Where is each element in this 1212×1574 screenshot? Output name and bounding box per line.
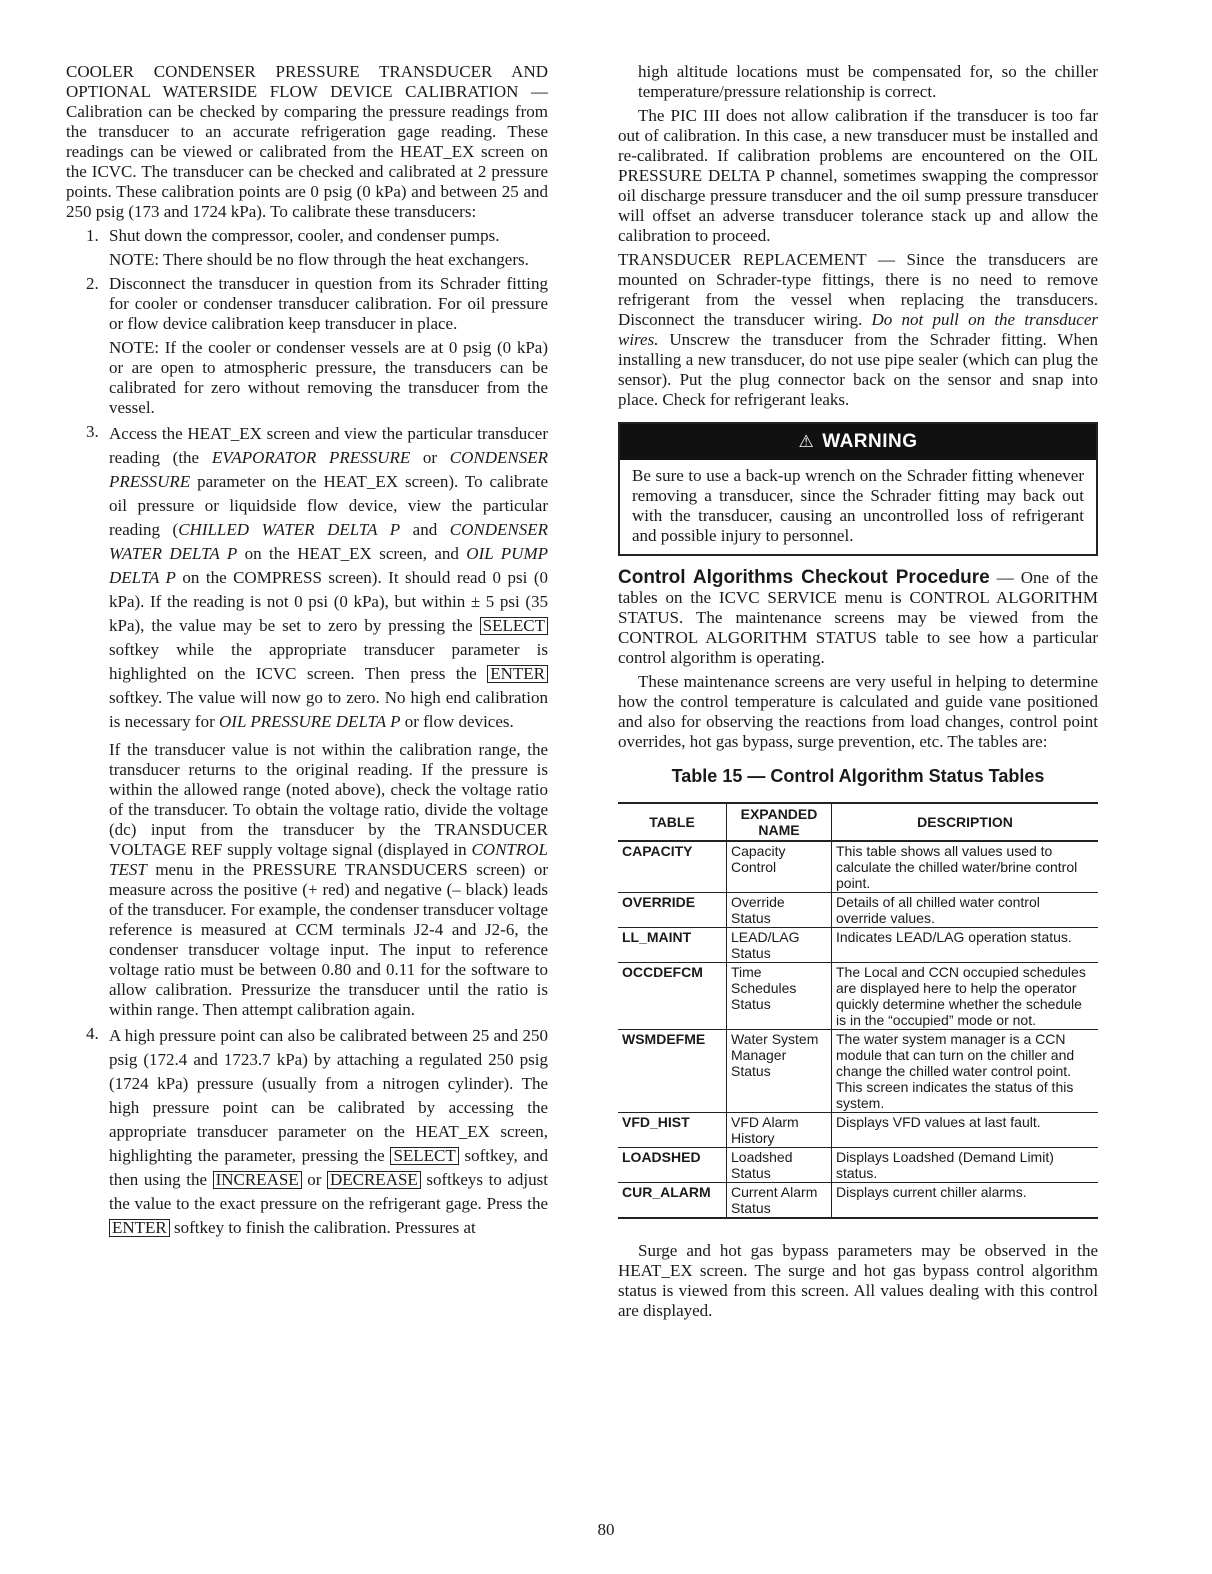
paragraph: The PIC III does not allow calibration if the transducer is too far out of calibration. In this case, a new transducer must be installed and re-calibrated. If calibration problems are encountered on the OIL PRESSURE DELTA P channel, sometimes swapping the compressor oil discharge pressure transducer and the oil sump pressure transducer will offset an adverse transducer tolerance stack up and allow the calibration to proceed. <box>618 106 1098 245</box>
table-row: OVERRIDE Override Status Details of all chilled water control override values. <box>618 893 1098 928</box>
paragraph: high altitude locations must be compensated for, so the chiller temperature/pressure relationship is correct. <box>638 62 1098 101</box>
table-row: LOADSHED Loadshed Status Displays Loadshed (Demand Limit) status. <box>618 1148 1098 1183</box>
note: NOTE: There should be no flow through the heat exchangers. <box>109 250 529 269</box>
paragraph: These maintenance screens are very useful in helping to determine how the control temperature is calculated and guide vane positioned and also for observing the reactions from load changes, control point overrides, hot gas bypass, surge prevention, etc. The tables are: <box>618 672 1098 751</box>
increase-softkey: INCREASE <box>213 1171 302 1189</box>
warning-box <box>618 422 1098 556</box>
column-header: TABLE <box>618 803 727 841</box>
note: NOTE: If the cooler or condenser vessels are at 0 psig (0 kPa) or are open to atmospheric pressure, the transducers can be calibrated for zero without removing the transducer from the vessel. <box>109 338 548 417</box>
list-item: 4. A high pressure point can also be calibrated between 25 and 250 psig (172.4 and 1723.7 kPa) by attaching a regulated 250 psig (1724 kPa) pressure (usually from a nitrogen cylinder). The high pressure point can be calibrated by accessing the appropriate transducer parameter on the HEAT_EX screen, highlighting the parameter, pressing the SELECT softkey, and then using the INCREASE or DECREASE softkeys to adjust the value to the exact pressure on the refrigerant gage. Press the ENTER softkey to finish the calibration. Pressures at <box>86 1024 548 1237</box>
table-title: Table 15 — Control Algorithm Status Tables <box>671 766 1045 786</box>
left-column <box>66 62 548 1244</box>
calibration-heading: COOLER CONDENSER PRESSURE TRANSDUCER AND OPTIONAL WATERSIDE FLOW DEVICE CALIBRATION <box>66 62 548 101</box>
page-number: 80 <box>597 1520 615 1539</box>
column-header: EXPANDED NAME <box>727 803 832 841</box>
table-row: LL_MAINT LEAD/LAG Status Indicates LEAD/LAG operation status. <box>618 928 1098 963</box>
select-softkey: SELECT <box>480 617 548 635</box>
column-header: DESCRIPTION <box>832 803 1099 841</box>
enter-softkey: ENTER <box>487 665 548 683</box>
list-item: 1. Shut down the compressor, cooler, and condenser pumps. NOTE: There should be no flow through the heat exchangers. <box>66 226 548 270</box>
list-item: 3. Access the HEAT_EX screen and view the particular transducer reading (the EVAPORATOR PRESSURE or CONDENSER PRESSURE parameter on the HEAT_EX screen). To calibrate oil pressure or liquidside flow device, view the particular reading (CHILLED WATER DELTA P and CONDENSER WATER DELTA P on the HEAT_EX screen, and OIL PUMP DELTA P on the COMPRESS screen). It should read 0 psi (0 kPa). If the reading is not 0 psi (0 kPa), but within ± 5 psi (35 kPa), the value may be set to zero by pressing the SELECT softkey while the appropriate transducer parameter is highlighted on the ICVC screen. Then press the ENTER softkey. The value will now go to zero. No high end calibration is necessary for OIL PRESSURE DELTA P or flow devices. If the transducer value is not within the calibration range, the transducer returns to the original reading. If the pressure is within the allowed range (noted above), check the voltage ratio of the transducer. To obtain the voltage ratio, divide the voltage (dc) input from the transducer by the TRANSDUCER VOLTAGE REF supply voltage signal (displayed in CONTROL TEST menu in the PRESSURE TRANSDUCERS screen) or measure across the positive (+ red) and negative (– black) leads of the transducer. For example, the condenser transducer voltage reference is measured at CCM terminals J2-4 and J2-6, the condenser transducer voltage input. The input to reference voltage ratio must be between 0.80 and 0.11 for the software to allow calibration. Pressurize the transducer until the ratio is within range. Then attempt calibration again. <box>86 422 549 1019</box>
right-column <box>618 62 1098 1325</box>
calibration-steps <box>66 226 548 1240</box>
table-row: WSMDEFME Water System Manager Status The water system manager is a CCN module that can turn on the chiller and change the chilled water control point. This screen indicates the status of this system. <box>618 1030 1098 1113</box>
warning-title: WARNING <box>822 431 918 452</box>
table-row: CUR_ALARM Current Alarm Status Displays current chiller alarms. <box>618 1183 1098 1219</box>
calibration-intro: COOLER CONDENSER PRESSURE TRANSDUCER AND OPTIONAL WATERSIDE FLOW DEVICE CALIBRATION — Calibration can be checked by comparing the pressure readings from the transducer to an accurate refrigeration gage reading. These readings can be viewed or calibrated from the HEAT_EX screen on the ICVC. The transducer can be checked and calibrated at 2 pressure points. These calibration points are 0 psig (0 kPa) and between 25 and 250 psig (173 and 1724 kPa). To calibrate these transducers: <box>66 62 549 221</box>
table-row: OCCDEFCM Time Schedules Status The Local and CCN occupied schedules are displayed here to help the operator quickly determine whether the schedule is in the “occupied” mode or not. <box>618 963 1098 1030</box>
table-row: VFD_HIST VFD Alarm History Displays VFD values at last fault. <box>618 1113 1098 1148</box>
paragraph: Surge and hot gas bypass parameters may be observed in the HEAT_EX screen. The surge and hot gas bypass control algorithm status is viewed from this screen. All values dealing with this control are displayed. <box>618 1241 1098 1320</box>
paragraph: Control Algorithms Checkout Procedure — One of the tables on the ICVC SERVICE menu is CONTROL ALGORITHM STATUS. The maintenance screens may be viewed from the CONTROL ALGORITHM STATUS table to see how a particular control algorithm is operating. <box>618 567 1098 667</box>
warning-header <box>620 424 1096 460</box>
decrease-softkey: DECREASE <box>327 1171 421 1189</box>
warning-text: Be sure to use a back-up wrench on the Schrader fitting whenever removing a transducer, since the Schrader fitting may back out with the transducer, causing an uncontrolled loss of refrigerant and possible injury to personnel. <box>632 466 1084 545</box>
table-header-row <box>618 803 1098 841</box>
paragraph: TRANSDUCER REPLACEMENT — Since the transducers are mounted on Schrader-type fittings, there is no need to remove refrigerant from the vessel when replacing the transducers. Disconnect the transducer wiring. Do not pull on the transducer wires. Unscrew the transducer from the Schrader fitting. When installing a new transducer, do not use pipe sealer (which can plug the sensor). Put the plug connector back on the sensor and snap into place. Check for refrigerant leaks. <box>618 250 1099 409</box>
section-heading: Control Algorithms Checkout Procedure <box>618 567 990 588</box>
enter-softkey: ENTER <box>109 1219 170 1237</box>
list-item: 2. Disconnect the transducer in question from its Schrader fitting for cooler or condenser transducer calibration. For oil pressure or flow device calibration keep transducer in place. NOTE: If the cooler or condenser vessels are at 0 psig (0 kPa) or are open to atmospheric pressure, the transducers can be calibrated for zero without removing the transducer from the vessel. <box>86 274 548 417</box>
table-row: CAPACITY Capacity Control This table shows all values used to calculate the chilled water/brine control point. <box>618 841 1098 893</box>
status-table <box>618 802 1098 1219</box>
select-softkey: SELECT <box>390 1147 458 1165</box>
warning-icon: ⚠ <box>798 432 815 451</box>
replacement-heading: TRANSDUCER REPLACEMENT <box>618 250 867 269</box>
